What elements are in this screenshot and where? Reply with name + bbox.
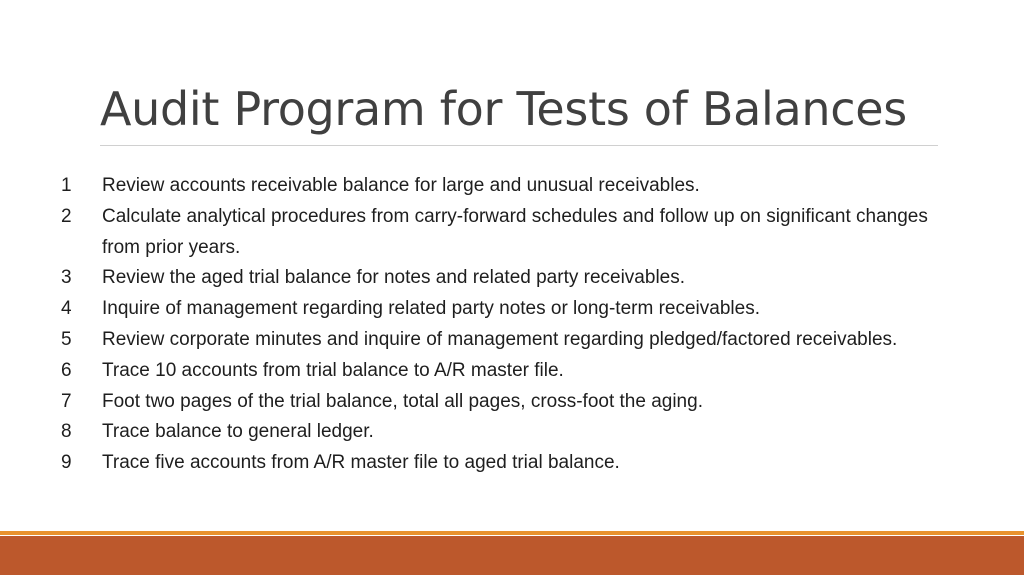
step-number: 6	[61, 359, 72, 381]
audit-steps-list	[0, 171, 1024, 479]
step-number: 8	[61, 421, 72, 443]
step-number: 7	[61, 390, 72, 412]
list-item	[0, 202, 1024, 264]
footer-band	[0, 536, 1024, 575]
step-number: 4	[61, 298, 72, 320]
step-text: Trace 10 accounts from trial balance to A/R master file.	[102, 359, 564, 381]
step-number: 2	[61, 205, 72, 227]
list-item	[0, 356, 1024, 387]
step-number: 3	[61, 267, 72, 289]
list-item	[0, 325, 1024, 356]
step-text: Calculate analytical procedures from carry-forward schedules and follow up on significant changes from prior years.	[102, 205, 928, 258]
step-number: 9	[61, 452, 72, 474]
step-text: Trace five accounts from A/R master file to aged trial balance.	[102, 452, 620, 474]
list-item	[0, 417, 1024, 448]
list-item	[0, 294, 1024, 325]
step-number: 5	[61, 328, 72, 350]
title-underline	[100, 145, 938, 146]
list-item	[0, 263, 1024, 294]
slide-title: Audit Program for Tests of Balances	[100, 82, 907, 136]
footer-accent-line	[0, 531, 1024, 535]
list-item	[0, 387, 1024, 418]
step-text: Inquire of management regarding related party notes or long-term receivables.	[102, 298, 760, 320]
step-text: Foot two pages of the trial balance, total all pages, cross-foot the aging.	[102, 390, 703, 412]
list-item	[0, 448, 1024, 479]
step-text: Review corporate minutes and inquire of management regarding pledged/factored receivables.	[102, 328, 898, 350]
list-item	[0, 171, 1024, 202]
step-text: Review accounts receivable balance for large and unusual receivables.	[102, 175, 700, 196]
step-text: Trace balance to general ledger.	[102, 421, 374, 443]
step-text: Review the aged trial balance for notes and related party receivables.	[102, 267, 686, 289]
step-number: 1	[61, 175, 72, 196]
